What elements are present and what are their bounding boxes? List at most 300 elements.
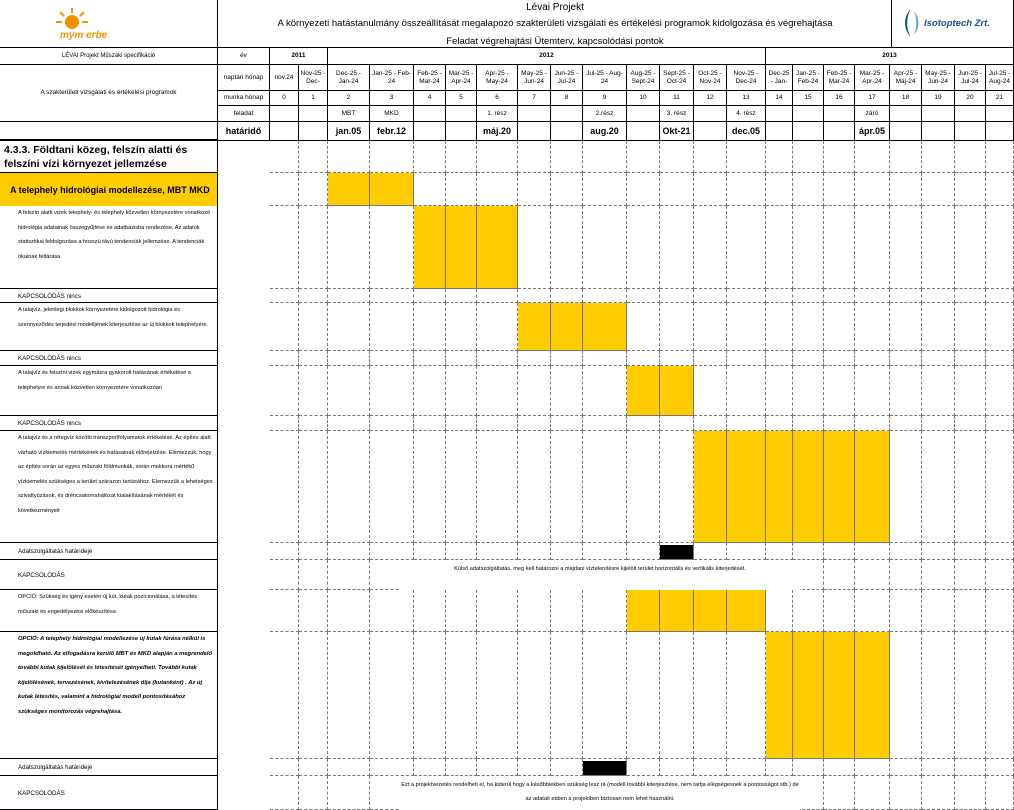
task-label-16 xyxy=(824,106,855,122)
grid-cell-r11-c19 xyxy=(922,632,955,759)
work-month-14: 14 xyxy=(766,91,793,106)
grid-cell-r11-c5 xyxy=(446,632,477,759)
grid-cell-r4-c0 xyxy=(270,351,299,366)
grid-cell-r1-c10 xyxy=(627,206,660,289)
grid-cell-r7-c2 xyxy=(328,431,370,543)
grid-cell-r7-c1 xyxy=(299,431,328,543)
deadline-10 xyxy=(627,122,660,141)
grid-cell-r7-c5 xyxy=(446,431,477,543)
month-header-20: Jun-25 - Jul-24 xyxy=(955,65,986,91)
gantt-bar-r3-c8 xyxy=(551,303,583,351)
grid-cell-r12-c8 xyxy=(551,759,583,776)
work-month-13: 13 xyxy=(727,91,766,106)
grid-cell-r3-c5 xyxy=(446,303,477,351)
grid-cell-r3-c20 xyxy=(955,303,986,351)
grid-cell-r5-c14 xyxy=(766,366,793,416)
grid-cell-r4-c1 xyxy=(299,351,328,366)
grid-cell-r8-c5 xyxy=(446,543,477,560)
grid-cell-r10-c16 xyxy=(824,590,855,632)
grid-cell-r0-c5 xyxy=(446,173,477,206)
grid-cell-r11-c9 xyxy=(583,632,627,759)
month-header-9: Jul-25 - Aug-24 xyxy=(583,65,627,91)
month-header-15: Jan-25 - Feb-24 xyxy=(793,65,824,91)
grid-cell-r6-c10 xyxy=(627,416,660,431)
grid-cell-r2-c8 xyxy=(551,289,583,303)
grid-cell-r0-c9 xyxy=(583,173,627,206)
grid-cell-r5-c21 xyxy=(986,366,1014,416)
grid-cell-r1-c7 xyxy=(518,206,551,289)
month-header-13: Nov-25 - Dec-24 xyxy=(727,65,766,91)
grid-cell-r2-c18 xyxy=(890,289,922,303)
grid-cell-r0-c18 xyxy=(890,173,922,206)
gantt-bar-r7-c13 xyxy=(727,431,766,543)
grid-cell-r9-c16 xyxy=(824,560,855,590)
grid-cell-r7-c20 xyxy=(955,431,986,543)
work-month-21: 21 xyxy=(986,91,1014,106)
grid-cell-r7-c3 xyxy=(370,431,414,543)
grid-cell-r11-c3 xyxy=(370,632,414,759)
grid-cell-r10-c2 xyxy=(328,590,370,632)
grid-cell-r12-c16 xyxy=(824,759,855,776)
grid-cell-r4-c15 xyxy=(793,351,824,366)
month-header-10: Aug-25 - Sept-24 xyxy=(627,65,660,91)
grid-cell-r6-c16 xyxy=(824,416,855,431)
spec-header: LÉVAI Projekt Műszaki specifikáció xyxy=(0,48,218,65)
work-month-20: 20 xyxy=(955,91,986,106)
gantt-bar-r10-c12 xyxy=(694,590,727,632)
grid-cell-r6-c5 xyxy=(446,416,477,431)
grid-cell-r0-c10 xyxy=(627,173,660,206)
task-label-10 xyxy=(627,106,660,122)
grid-cell-r4-c13 xyxy=(727,351,766,366)
gantt-bar-r0-c2 xyxy=(328,173,370,206)
deadline-19 xyxy=(922,122,955,141)
deadline-17: ápr.05 xyxy=(855,122,890,141)
gantt-bar-r3-c9 xyxy=(583,303,627,351)
grid-cell-r5-c13 xyxy=(727,366,766,416)
work-month-19: 19 xyxy=(922,91,955,106)
grid-cell-r11-c8 xyxy=(551,632,583,759)
section-grid-cell-2 xyxy=(328,141,370,173)
grid-cell-r11-c1 xyxy=(299,632,328,759)
section-grid-cell-21 xyxy=(986,141,1014,173)
grid-cell-r9-c19 xyxy=(922,560,955,590)
gantt-bar-r10-c11 xyxy=(660,590,694,632)
grid-cell-r1-c2 xyxy=(328,206,370,289)
task-label-9: 2.rész xyxy=(583,106,627,122)
grid-cell-r1-c12 xyxy=(694,206,727,289)
grid-cell-r12-c12 xyxy=(694,759,727,776)
grid-cell-r2-c12 xyxy=(694,289,727,303)
section-grid-cell-11 xyxy=(660,141,694,173)
grid-cell-r4-c10 xyxy=(627,351,660,366)
row-label-7: A talajvíz és a rétegvíz közötti transzportfolyamatok értékelése. Az építés alatt várható vízkiemelés mértékének és hatásainak előrejelzése. Elemezzük, hogy az építés során az egyes műszaki földmunkák, során mekkora mértékű vízkiemelés szükséges a terület szárazon tartásához. Elemezzük a lehetséges szivattyúzások, és dréncsatornahálózat kialakításának mértékét és következményeit xyxy=(18,435,213,514)
grid-cell-r2-c15 xyxy=(793,289,824,303)
work-month-4: 4 xyxy=(414,91,446,106)
grid-cell-r7-c21 xyxy=(986,431,1014,543)
grid-cell-r2-c11 xyxy=(660,289,694,303)
month-header-8: Jun-25 - Jul-24 xyxy=(551,65,583,91)
work-month-6: 6 xyxy=(477,91,518,106)
grid-cell-r3-c14 xyxy=(766,303,793,351)
gantt-bar-r1-c4 xyxy=(414,206,446,289)
grid-cell-r3-c3 xyxy=(370,303,414,351)
grid-cell-r2-c7 xyxy=(518,289,551,303)
grid-cell-r12-c14 xyxy=(766,759,793,776)
task-label-18 xyxy=(890,106,922,122)
row-label-10: OPCIÓ: Szükség és igény esetén új kút, kutak pozícionálása, a létesítés műszaki és engedélyezési előkészítése. xyxy=(18,594,198,615)
label-hatarido: határidő xyxy=(218,122,270,141)
grid-cell-r3-c16 xyxy=(824,303,855,351)
gantt-bar-r7-c16 xyxy=(824,431,855,543)
grid-cell-r6-c12 xyxy=(694,416,727,431)
month-header-2: Dec-25 - Jan-24 xyxy=(328,65,370,91)
grid-cell-r0-c17 xyxy=(855,173,890,206)
section-grid-cell-14 xyxy=(766,141,793,173)
grid-cell-r1-c8 xyxy=(551,206,583,289)
grid-cell-r0-c4 xyxy=(414,173,446,206)
year-2012: 2012 xyxy=(328,48,766,65)
grid-cell-r10-c20 xyxy=(955,590,986,632)
grid-cell-r7-c9 xyxy=(583,431,627,543)
grid-cell-r4-c16 xyxy=(824,351,855,366)
grid-cell-r5-c16 xyxy=(824,366,855,416)
section-grid-cell-7 xyxy=(518,141,551,173)
gantt-bar-r10-c10 xyxy=(627,590,660,632)
gantt-bar-r11-c14 xyxy=(766,632,793,759)
grid-cell-r10-c5 xyxy=(446,590,477,632)
grid-cell-r1-c1 xyxy=(299,206,328,289)
grid-cell-r0-c12 xyxy=(694,173,727,206)
grid-cell-r4-c6 xyxy=(477,351,518,366)
grid-cell-r4-c21 xyxy=(986,351,1014,366)
section-grid-cell-0 xyxy=(270,141,299,173)
logo-right-cell xyxy=(892,0,1014,48)
work-month-5: 5 xyxy=(446,91,477,106)
grid-cell-r8-c2 xyxy=(328,543,370,560)
deadline-12 xyxy=(694,122,727,141)
month-header-17: Mar-25 - Apr-24 xyxy=(855,65,890,91)
grid-cell-r10-c4 xyxy=(414,590,446,632)
isotoptech-emblem-icon xyxy=(900,8,922,38)
grid-cell-r6-c2 xyxy=(328,416,370,431)
grid-cell-r3-c19 xyxy=(922,303,955,351)
grid-cell-r7-c11 xyxy=(660,431,694,543)
grid-cell-r1-c3 xyxy=(370,206,414,289)
grid-cell-r12-c20 xyxy=(955,759,986,776)
row-label-9: KAPCSOLÓDÁS xyxy=(18,571,65,579)
grid-cell-r2-c9 xyxy=(583,289,627,303)
grid-cell-r4-c20 xyxy=(955,351,986,366)
grid-cell-r6-c4 xyxy=(414,416,446,431)
grid-cell-r2-c3 xyxy=(370,289,414,303)
grid-cell-r11-c12 xyxy=(694,632,727,759)
grid-cell-r6-c13 xyxy=(727,416,766,431)
grid-cell-r4-c17 xyxy=(855,351,890,366)
gantt-bar-r5-c11 xyxy=(660,366,694,416)
grid-cell-r9-c0 xyxy=(270,560,299,590)
grid-cell-r6-c7 xyxy=(518,416,551,431)
grid-cell-r2-c0 xyxy=(270,289,299,303)
grid-cell-r12-c2 xyxy=(328,759,370,776)
grid-cell-r12-c18 xyxy=(890,759,922,776)
task-label-14 xyxy=(766,106,793,122)
grid-cell-r10-c14 xyxy=(766,590,793,632)
grid-cell-r0-c7 xyxy=(518,173,551,206)
grid-cell-r6-c1 xyxy=(299,416,328,431)
grid-cell-r8-c7 xyxy=(518,543,551,560)
task-label-11: 3. rész xyxy=(660,106,694,122)
work-month-3: 3 xyxy=(370,91,414,106)
grid-cell-r1-c18 xyxy=(890,206,922,289)
grid-cell-r12-c21 xyxy=(986,759,1014,776)
section-grid-cell-5 xyxy=(446,141,477,173)
grid-cell-r10-c18 xyxy=(890,590,922,632)
grid-cell-r5-c9 xyxy=(583,366,627,416)
grid-cell-r1-c13 xyxy=(727,206,766,289)
grid-cell-r10-c0 xyxy=(270,590,299,632)
grid-cell-r0-c15 xyxy=(793,173,824,206)
section-title: 4.3.3. Földtani közeg, felszín alatti és felszíni vízi környezet jellemzése xyxy=(4,144,188,170)
task-label-12 xyxy=(694,106,727,122)
kapcsolodas-note-13: Ezt a projektvezetés rendelheti el, ha kiderül hogy a későbbiekben szükség lesz rá (modell további kiterjesztése, nem tartja elégségesnek a pontosságot stb.) de az adatait ebben a projektben biztosan nem lehet használni. xyxy=(400,776,800,810)
grid-cell-r4-c12 xyxy=(694,351,727,366)
work-month-18: 18 xyxy=(890,91,922,106)
grid-cell-r12-c10 xyxy=(627,759,660,776)
section-grid-cell-20 xyxy=(955,141,986,173)
grid-cell-r2-c14 xyxy=(766,289,793,303)
month-header-6: Apr-25 - May-24 xyxy=(477,65,518,91)
grid-cell-r13-c19 xyxy=(922,776,955,810)
grid-cell-r6-c15 xyxy=(793,416,824,431)
grid-cell-r9-c21 xyxy=(986,560,1014,590)
grid-cell-r8-c19 xyxy=(922,543,955,560)
grid-cell-r10-c17 xyxy=(855,590,890,632)
deadline-14 xyxy=(766,122,793,141)
grid-cell-r7-c7 xyxy=(518,431,551,543)
grid-cell-r0-c21 xyxy=(986,173,1014,206)
work-month-7: 7 xyxy=(518,91,551,106)
task-label-20 xyxy=(955,106,986,122)
grid-cell-r2-c17 xyxy=(855,289,890,303)
gantt-bar-r8-c11 xyxy=(660,545,694,560)
deadline-16 xyxy=(824,122,855,141)
grid-cell-r8-c4 xyxy=(414,543,446,560)
grid-cell-r5-c18 xyxy=(890,366,922,416)
section-grid-cell-13 xyxy=(727,141,766,173)
grid-cell-r4-c8 xyxy=(551,351,583,366)
grid-cell-r11-c20 xyxy=(955,632,986,759)
row-label-8: Adatszolgáltatás határideje xyxy=(18,548,93,555)
grid-cell-r8-c17 xyxy=(855,543,890,560)
grid-cell-r13-c2 xyxy=(328,776,370,810)
month-header-5: Mar-25 - Apr-24 xyxy=(446,65,477,91)
gantt-bar-r7-c12 xyxy=(694,431,727,543)
section-grid-cell-12 xyxy=(694,141,727,173)
grid-cell-r13-c18 xyxy=(890,776,922,810)
deadline-11: Okt-21 xyxy=(660,122,694,141)
grid-cell-r10-c1 xyxy=(299,590,328,632)
label-feladat: feladat xyxy=(218,106,270,122)
grid-cell-r10-c8 xyxy=(551,590,583,632)
grid-cell-r11-c4 xyxy=(414,632,446,759)
deadline-5 xyxy=(446,122,477,141)
deadline-9: aug.20 xyxy=(583,122,627,141)
grid-cell-r3-c0 xyxy=(270,303,299,351)
row-label-6: KAPCSOLÓDÁS nincs xyxy=(18,420,81,427)
grid-cell-r12-c11 xyxy=(660,759,694,776)
grid-cell-r0-c6 xyxy=(477,173,518,206)
grid-cell-r8-c0 xyxy=(270,543,299,560)
task-label-3: MKD xyxy=(370,106,414,122)
section-grid-cell-1 xyxy=(299,141,328,173)
grid-cell-r0-c8 xyxy=(551,173,583,206)
grid-cell-r6-c17 xyxy=(855,416,890,431)
month-header-1: Nov-25 - Dec- xyxy=(299,65,328,91)
grid-cell-r11-c6 xyxy=(477,632,518,759)
gantt-bar-r11-c17 xyxy=(855,632,890,759)
grid-cell-r10-c6 xyxy=(477,590,518,632)
month-header-4: Feb-25 - Mar-24 xyxy=(414,65,446,91)
grid-cell-r12-c19 xyxy=(922,759,955,776)
grid-cell-r4-c19 xyxy=(922,351,955,366)
grid-cell-r3-c18 xyxy=(890,303,922,351)
grid-cell-r8-c12 xyxy=(694,543,727,560)
grid-cell-r6-c14 xyxy=(766,416,793,431)
grid-cell-r4-c5 xyxy=(446,351,477,366)
grid-cell-r13-c0 xyxy=(270,776,299,810)
grid-cell-r2-c1 xyxy=(299,289,328,303)
row-label-5: A talajvíz és felszíni vizek egymásra gyakorolt hatásának értékelése a telephelyre és annak közvetlen környezetére vonatkozóan xyxy=(18,370,191,391)
grid-cell-r3-c13 xyxy=(727,303,766,351)
grid-cell-r8-c10 xyxy=(627,543,660,560)
grid-cell-r3-c1 xyxy=(299,303,328,351)
project-subtitle-2: Feladat végrehajtási Ütemterv, kapcsolódási pontok xyxy=(446,36,664,47)
grid-cell-r13-c17 xyxy=(855,776,890,810)
task-label-6: 1. rész xyxy=(477,106,518,122)
task-label-0 xyxy=(270,106,299,122)
grid-cell-r1-c11 xyxy=(660,206,694,289)
grid-cell-r4-c11 xyxy=(660,351,694,366)
row-label-12: Adatszolgáltatás határideje xyxy=(18,764,93,771)
grid-cell-r0-c20 xyxy=(955,173,986,206)
grid-cell-r2-c13 xyxy=(727,289,766,303)
logo-left-cell xyxy=(0,0,218,48)
grid-cell-r8-c9 xyxy=(583,543,627,560)
logo-right-text: Isotoptech Zrt. xyxy=(924,18,990,29)
deadline-6: máj.20 xyxy=(477,122,518,141)
task-label-13: 4. rész xyxy=(727,106,766,122)
task-label-7 xyxy=(518,106,551,122)
deadline-4 xyxy=(414,122,446,141)
task-label-8 xyxy=(551,106,583,122)
grid-cell-r4-c4 xyxy=(414,351,446,366)
grid-cell-r12-c7 xyxy=(518,759,551,776)
grid-cell-r10-c7 xyxy=(518,590,551,632)
grid-cell-r13-c1 xyxy=(299,776,328,810)
deadline-0 xyxy=(270,122,299,141)
task-label-5 xyxy=(446,106,477,122)
month-header-3: Jan-25 - Feb-24 xyxy=(370,65,414,91)
month-header-12: Oct-25 - Nov-24 xyxy=(694,65,727,91)
grid-cell-r3-c12 xyxy=(694,303,727,351)
grid-cell-r11-c0 xyxy=(270,632,299,759)
month-header-16: Feb-25 - Mar-24 xyxy=(824,65,855,91)
section-grid-cell-16 xyxy=(824,141,855,173)
grid-cell-r9-c17 xyxy=(855,560,890,590)
grid-cell-r2-c2 xyxy=(328,289,370,303)
grid-cell-r8-c8 xyxy=(551,543,583,560)
project-subtitle: A környezeti hatástanulmány összeállítását megalapozó szakterületi vizsgálati és értékelési programok kidolgozása és végrehajtása xyxy=(277,18,833,29)
grid-cell-r6-c8 xyxy=(551,416,583,431)
grid-cell-r0-c19 xyxy=(922,173,955,206)
grid-cell-r2-c16 xyxy=(824,289,855,303)
grid-cell-r6-c21 xyxy=(986,416,1014,431)
section-grid-cell-8 xyxy=(551,141,583,173)
deadline-2: jan.05 xyxy=(328,122,370,141)
grid-cell-r3-c4 xyxy=(414,303,446,351)
grid-cell-r1-c0 xyxy=(270,206,299,289)
grid-cell-r0-c11 xyxy=(660,173,694,206)
deadline-8 xyxy=(551,122,583,141)
grid-cell-r7-c4 xyxy=(414,431,446,543)
month-header-18: Apr-25 - Máj-24 xyxy=(890,65,922,91)
work-month-15: 15 xyxy=(793,91,824,106)
left-header-blank-1 xyxy=(0,122,218,140)
grid-cell-r7-c0 xyxy=(270,431,299,543)
grid-cell-r0-c13 xyxy=(727,173,766,206)
grid-cell-r0-c0 xyxy=(270,173,299,206)
grid-cell-r3-c21 xyxy=(986,303,1014,351)
grid-cell-r5-c2 xyxy=(328,366,370,416)
grid-cell-r1-c16 xyxy=(824,206,855,289)
row-label-13: KAPCSOLÓDÁS xyxy=(18,789,65,797)
deadline-1 xyxy=(299,122,328,141)
programs-header: A szakterületi vizsgálati és értékelési programok xyxy=(0,65,218,122)
work-month-9: 9 xyxy=(583,91,627,106)
grid-cell-r8-c3 xyxy=(370,543,414,560)
row-label-11: OPCIÓ: A telephely hidrológiai modellezése új kutak fúrása nélkül is megoldható. Az elfogadásra kerülő MBT és MKD alapján a megrendelő további kutak kijelölését és létesítését igényelheti. További kutak kijelölésének, tervezésének, kivitelezésének díja (kutanként) , Az új kutak létesítés, valamint a hidrológiai modell pontosításához szükséges monitorozás végrehajtása. xyxy=(18,636,213,715)
grid-cell-r6-c0 xyxy=(270,416,299,431)
grid-cell-r7-c19 xyxy=(922,431,955,543)
grid-cell-r6-c20 xyxy=(955,416,986,431)
logo-left-text: mym erbe xyxy=(60,30,108,41)
section-grid-cell-4 xyxy=(414,141,446,173)
gantt-bar-r12-c9 xyxy=(583,761,627,776)
grid-cell-r12-c15 xyxy=(793,759,824,776)
grid-cell-r11-c18 xyxy=(890,632,922,759)
grid-cell-r10-c21 xyxy=(986,590,1014,632)
gantt-bar-r7-c14 xyxy=(766,431,793,543)
grid-cell-r12-c13 xyxy=(727,759,766,776)
grid-cell-r1-c14 xyxy=(766,206,793,289)
year-2013: 2013 xyxy=(766,48,1014,65)
grid-cell-r12-c0 xyxy=(270,759,299,776)
gantt-bar-r5-c10 xyxy=(627,366,660,416)
grid-cell-r10-c19 xyxy=(922,590,955,632)
grid-cell-r4-c14 xyxy=(766,351,793,366)
grid-cell-r2-c5 xyxy=(446,289,477,303)
grid-cell-r7-c18 xyxy=(890,431,922,543)
label-ev: év xyxy=(218,48,270,65)
grid-cell-r11-c10 xyxy=(627,632,660,759)
grid-cell-r5-c6 xyxy=(477,366,518,416)
deadline-3: febr.12 xyxy=(370,122,414,141)
grid-cell-r9-c20 xyxy=(955,560,986,590)
grid-cell-r8-c1 xyxy=(299,543,328,560)
section-grid-cell-3 xyxy=(370,141,414,173)
grid-cell-r2-c20 xyxy=(955,289,986,303)
